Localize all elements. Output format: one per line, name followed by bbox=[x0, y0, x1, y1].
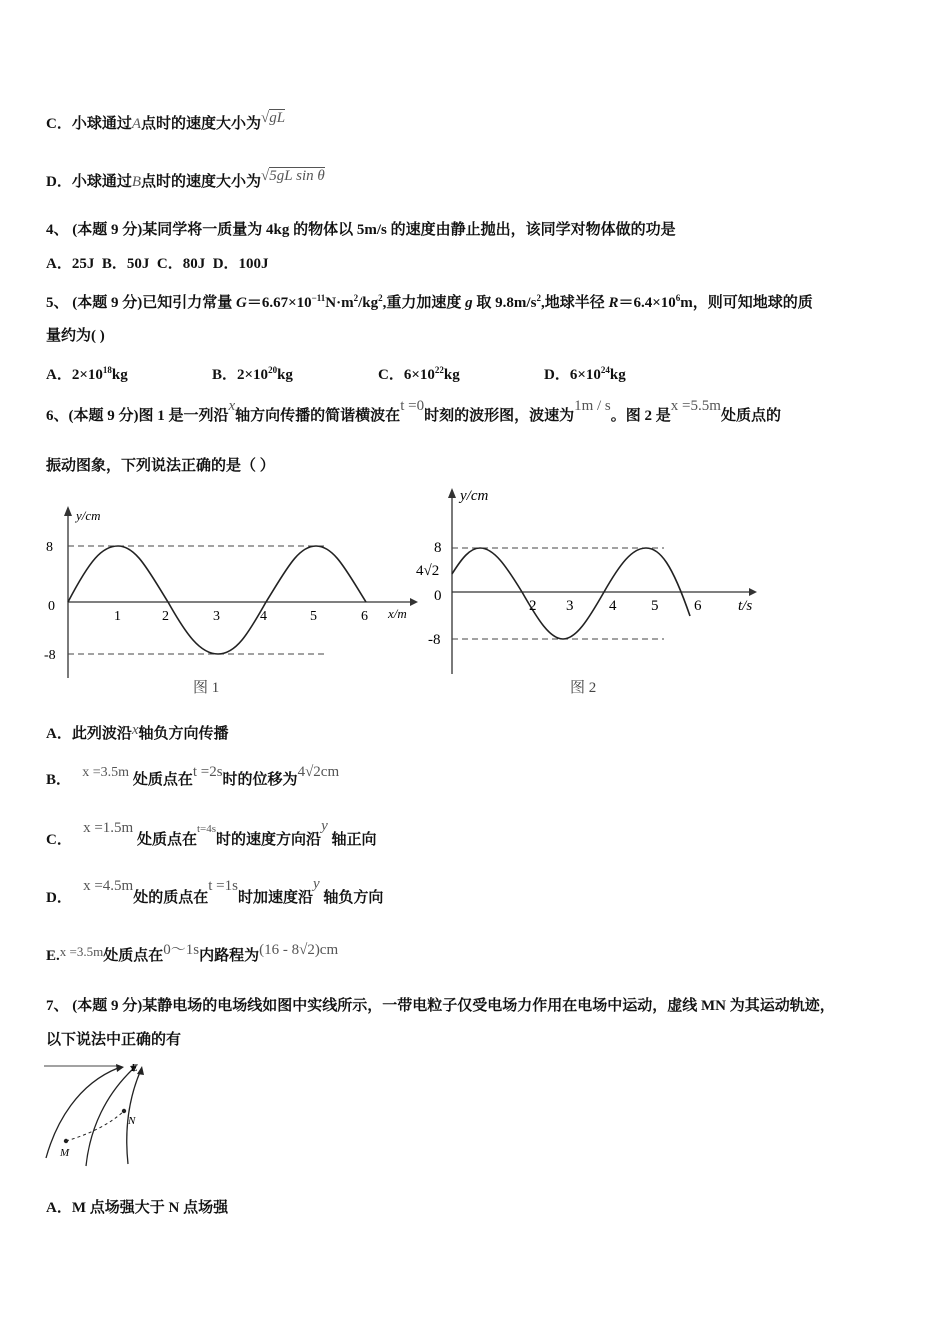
fig2-x-label: t/s bbox=[738, 598, 753, 614]
q5-stem: 5、 (本题 9 分)已知引力常量 $G=6.67\times 10^{-11}N\cdot m^2/kg^2$,重力加速度 g 取 $9.8m/s^2$,地球半径 $R=6.4\times 10^6m$，则可知地球的质 bbox=[46, 293, 813, 311]
fig2-xtick-4: 4 bbox=[609, 598, 617, 614]
fig2-xtick-3: 3 bbox=[566, 598, 574, 614]
q6-stem: 6、(本题 9 分)图 1 是一列沿x轴方向传播的简谐横波在t =0时刻的波形图，波速为1m / s。图 2 是x =5.5m处质点的 bbox=[46, 398, 781, 424]
q6-option-d: D． x =4.5m处的质点在t =1s时加速度沿y 轴负方向 bbox=[46, 876, 384, 906]
point-m bbox=[64, 1139, 68, 1143]
q3-option-d: D．小球通过B点时的速度大小为√5gL sin θ bbox=[46, 168, 325, 190]
q6-option-c: C． x =1.5m 处质点在$^{t=4s}$时的速度方向沿y 轴正向 bbox=[46, 818, 377, 848]
point-n bbox=[122, 1109, 126, 1113]
q5-stem-line2: 量约为( ) bbox=[46, 328, 105, 344]
q7-field-figure bbox=[40, 1060, 160, 1172]
q5-option-a: A．$2\times 10^{18}kg$ bbox=[46, 365, 128, 383]
fig2-caption: 图 2 bbox=[570, 680, 597, 696]
fig2-xtick-5: 5 bbox=[651, 598, 659, 614]
fig1-xtick-3: 3 bbox=[213, 609, 220, 624]
fig1-xtick-1: 1 bbox=[114, 609, 121, 624]
q6-figure-2 bbox=[414, 484, 764, 700]
label-n: N bbox=[128, 1115, 136, 1127]
q6-figure-1 bbox=[40, 500, 420, 700]
fig2-wave bbox=[452, 548, 690, 639]
q6-stem-line2: 振动图象，下列说法正确的是（ ） bbox=[46, 458, 275, 474]
fig2-xtick-6: 6 bbox=[694, 598, 702, 614]
q7-option-a: A．M 点场强大于 N 点场强 bbox=[46, 1200, 229, 1216]
fig1-y-label: y/cm bbox=[76, 508, 101, 523]
fig1-xtick-6: 6 bbox=[361, 609, 368, 624]
q5-option-c: C．$6\times 10^{22}kg$ bbox=[378, 365, 460, 383]
fig2-y-label: y/cm bbox=[460, 488, 489, 504]
fig2-tick-0: 0 bbox=[434, 588, 442, 604]
fig1-xtick-4: 4 bbox=[260, 609, 267, 624]
label-m: M bbox=[60, 1147, 70, 1159]
q6-option-a: A．此列波沿x轴负方向传播 bbox=[46, 722, 229, 742]
label-e: E bbox=[131, 1062, 138, 1074]
q3-option-c: C．小球通过A点时的速度大小为√gL bbox=[46, 110, 286, 132]
fig2-xtick-2: 2 bbox=[529, 598, 537, 614]
q5-option-d: D．$6\times 10^{24}kg$ bbox=[544, 365, 626, 383]
fig2-tick-neg8: -8 bbox=[428, 632, 441, 648]
q7-stem: 7、 (本题 9 分)某静电场的电场线如图中实线所示，一带电粒子仅受电场力作用在电场中运动，虚线 MN 为其运动轨迹， bbox=[46, 998, 835, 1014]
field-line-1 bbox=[46, 1068, 118, 1158]
fig1-wave bbox=[68, 546, 366, 654]
fig2-tick-8: 8 bbox=[434, 540, 442, 556]
q6-option-e: E.x =3.5m处质点在0～1s内路程为(16 - 8√2)cm bbox=[46, 942, 339, 964]
q5-options bbox=[46, 360, 906, 385]
fig1-xtick-5: 5 bbox=[310, 609, 317, 624]
fig1-x-label: x/m bbox=[388, 606, 407, 621]
q6-option-b: B． x =3.5m 处质点在t =2s时的位移为4√2cm bbox=[46, 764, 340, 788]
fig1-caption: 图 1 bbox=[193, 680, 220, 696]
q5-option-b: B．$2\times 10^{20}kg$ bbox=[212, 365, 293, 383]
fig1-tick-8: 8 bbox=[46, 540, 53, 555]
fig1-tick-neg8: -8 bbox=[44, 648, 56, 663]
fig1-tick-0: 0 bbox=[48, 599, 55, 614]
q4-stem: 4、 (本题 9 分)某同学将一质量为 4kg 的物体以 5m/s 的速度由静止抛出，该同学对物体做的功是 bbox=[46, 222, 676, 238]
q7-stem-line2: 以下说法中正确的有 bbox=[46, 1032, 182, 1048]
fig2-tick-4root2: 4√2 bbox=[416, 563, 440, 579]
q4-options: A．25J B．50J C．80J D．100J bbox=[46, 256, 269, 272]
fig1-xtick-2: 2 bbox=[162, 609, 169, 624]
